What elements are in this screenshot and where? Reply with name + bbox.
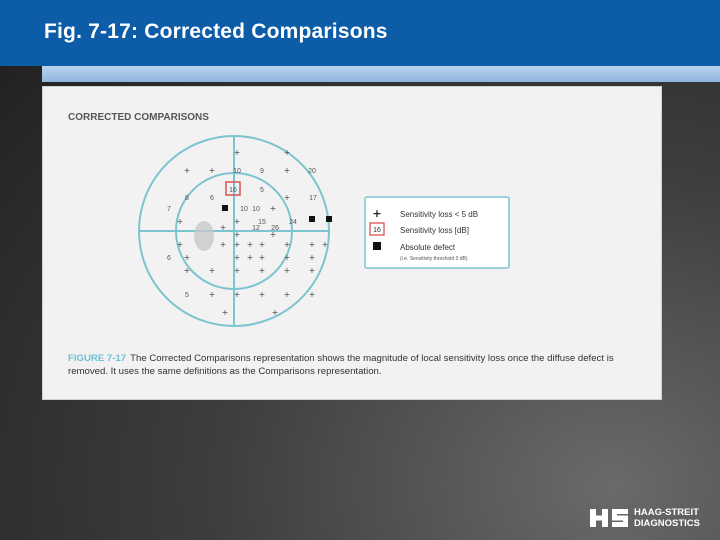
absolute-defect-square: [326, 216, 332, 222]
plus-mark: +: [308, 290, 316, 299]
field-value: 24: [289, 219, 297, 226]
plus-mark: +: [258, 266, 266, 275]
legend-boxed-sample: 16: [373, 227, 381, 234]
plus-mark: +: [176, 240, 184, 249]
field-value: 8: [185, 195, 189, 202]
plus-mark: +: [176, 217, 184, 226]
plus-mark: +: [233, 217, 241, 226]
plus-mark: +: [233, 148, 241, 157]
plus-mark: +: [308, 266, 316, 275]
figure-panel: [42, 86, 662, 400]
figure-heading: CORRECTED COMPARISONS: [68, 112, 209, 123]
plus-mark: +: [219, 223, 227, 232]
plus-mark: +: [283, 193, 291, 202]
plus-mark: +: [308, 240, 316, 249]
plus-mark: +: [233, 253, 241, 262]
field-value: 6: [210, 195, 214, 202]
figure-caption: [68, 352, 653, 378]
plus-mark: +: [183, 266, 191, 275]
plus-mark: +: [208, 266, 216, 275]
plus-mark: +: [283, 253, 291, 262]
field-value: 10: [233, 168, 241, 175]
blind-spot: [194, 221, 214, 251]
field-value: 9: [260, 168, 264, 175]
hs-logo-icon: [590, 507, 630, 529]
plus-mark: +: [233, 240, 241, 249]
field-value: 10: [240, 206, 248, 213]
slide-header: [0, 0, 720, 66]
absolute-defect-square: [309, 216, 315, 222]
legend: [365, 197, 509, 268]
field-value: 26: [271, 225, 279, 232]
plus-mark: +: [183, 166, 191, 175]
plus-mark: +: [233, 290, 241, 299]
legend-boxed-label: Sensitivity loss [dB]: [400, 226, 469, 235]
plus-mark: +: [233, 266, 241, 275]
legend-square-sublabel: (i.e. Sensitivity threshold 0 dB): [400, 256, 468, 262]
legend-square-label: Absolute defect: [400, 243, 456, 252]
legend-plus-icon: +: [372, 207, 382, 220]
field-value: 7: [167, 206, 171, 213]
plus-mark: +: [283, 148, 291, 157]
plus-mark: +: [258, 253, 266, 262]
plus-mark: +: [208, 290, 216, 299]
plus-mark: +: [233, 230, 241, 239]
slide-title: Fig. 7-17: Corrected Comparisons: [44, 20, 388, 43]
field-value: 20: [308, 168, 316, 175]
legend-square-icon: [373, 242, 381, 250]
plus-mark: +: [221, 308, 229, 317]
field-value: 16: [229, 187, 237, 194]
field-value: 6: [167, 255, 171, 262]
field-value: 17: [309, 195, 317, 202]
header-accent-strip: [42, 66, 720, 82]
plus-mark: +: [246, 253, 254, 262]
plus-mark: +: [308, 253, 316, 262]
field-value: 15: [258, 219, 266, 226]
caption-text: The Corrected Comparisons representation shows the magnitude of local sensitivity loss once the diffuse defect is removed. It uses the same definitions as the Comparisons representation.: [68, 353, 614, 377]
plus-mark: +: [219, 240, 227, 249]
company-logo: [590, 507, 710, 531]
plus-mark: +: [269, 230, 277, 239]
plus-mark: +: [258, 290, 266, 299]
field-value: 12: [252, 225, 260, 232]
plus-mark: +: [258, 240, 266, 249]
plus-mark: +: [183, 253, 191, 262]
field-value: 10: [252, 206, 260, 213]
logo-line1: HAAG-STREIT: [634, 507, 699, 518]
plus-mark: +: [283, 266, 291, 275]
plus-mark: +: [208, 166, 216, 175]
plus-mark: +: [271, 308, 279, 317]
field-value: 5: [185, 292, 189, 299]
plus-mark: +: [283, 166, 291, 175]
visual-field-plot: [139, 136, 332, 326]
absolute-defect-square: [222, 205, 228, 211]
plus-mark: +: [269, 204, 277, 213]
plus-mark: +: [321, 240, 329, 249]
logo-text: [634, 508, 700, 529]
plus-mark: +: [283, 240, 291, 249]
plus-mark: +: [283, 290, 291, 299]
caption-label: FIGURE 7-17: [68, 353, 127, 364]
logo-line2: DIAGNOSTICS: [634, 517, 700, 529]
plus-mark: +: [246, 240, 254, 249]
legend-plus-label: Sensitivity loss < 5 dB: [400, 210, 479, 219]
field-value: 5: [260, 187, 264, 194]
